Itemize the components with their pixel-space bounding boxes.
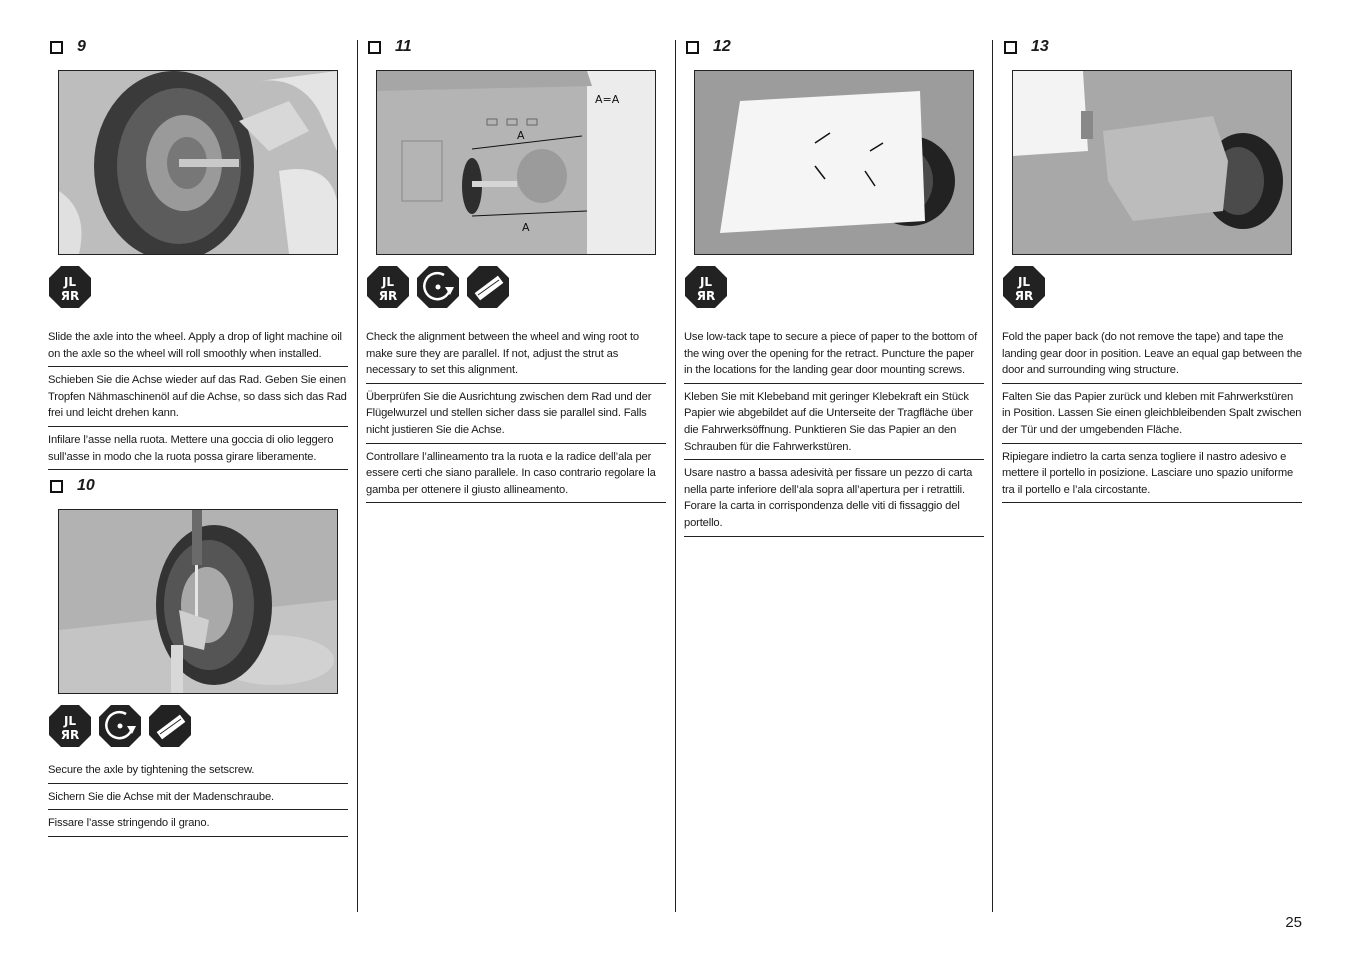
instruction-it: Fissare l’asse stringendo il grano.: [48, 815, 348, 837]
step-11-heading: [366, 36, 666, 58]
column-divider: [357, 40, 358, 912]
svg-text:JL: JL: [381, 275, 395, 289]
measurement-label: A=A: [595, 93, 620, 106]
step-number: 12: [713, 38, 731, 55]
column-4: [1002, 36, 1302, 508]
step-13-photo: [1012, 70, 1292, 255]
column-1: [48, 36, 348, 842]
measurement-label: A: [522, 221, 530, 234]
instruction-it: Controllare l’allineamento tra la ruota e la radice dell’ala per essere certi che siano parallele. In caso contrario regolare la gamba per ottenere il giusto allineamento.: [366, 449, 666, 504]
step-10-icons: [48, 704, 348, 750]
instruction-de: Kleben Sie mit Klebeband mit geringer Klebekraft ein Stück Papier wie abgebildet auf die Unterseite der Tragfläche über die Fahrwerksöffnung. Punktieren Sie das Papier an den Schrauben für die Fahrwerkstüren.: [684, 389, 984, 460]
jl-rr-align-icon: [366, 265, 410, 309]
column-3: [684, 36, 984, 542]
instruction-de: Schieben Sie die Achse wieder auf das Rad. Geben Sie einen Tropfen Nähmaschinenöl auf die Achse, so dass sich das Rad frei und leicht drehen kann.: [48, 372, 348, 427]
step-12-icons: [684, 265, 984, 311]
column-divider: [675, 40, 676, 912]
svg-text:ЯR: ЯR: [60, 289, 80, 303]
step-9-icons: [48, 265, 348, 311]
instruction-en: Slide the axle into the wheel. Apply a drop of light machine oil on the axle so the wheel will roll smoothly when installed.: [48, 329, 348, 367]
checkbox-icon[interactable]: [1004, 41, 1017, 54]
column-divider: [992, 40, 993, 912]
step-12-photo: [694, 70, 974, 255]
jl-rr-align-icon: [684, 265, 728, 309]
step-12-heading: [684, 36, 984, 58]
instruction-en: Secure the axle by tightening the setscrew.: [48, 762, 348, 784]
svg-text:JL: JL: [63, 275, 77, 289]
jl-rr-align-icon: [48, 704, 92, 748]
jl-rr-align-icon: [48, 265, 92, 309]
step-11-photo: [376, 70, 656, 255]
instruction-de: Überprüfen Sie die Ausrichtung zwischen dem Rad und der Flügelwurzel und stellen sicher dass sie parallel sind. Falls nicht justieren Sie die Achse.: [366, 389, 666, 444]
step-10-heading: [48, 475, 348, 497]
instruction-it: Ripiegare indietro la carta senza togliere il nastro adesivo e mettere il portello in posizione. Lasciare uno spazio uniforme tra il portello e l’ala circostante.: [1002, 449, 1302, 504]
instruction-de: Falten Sie das Papier zurück und kleben mit Fahrwerkstüren in Position. Lassen Sie einen gleichbleibenden Spalt zwischen der Tür und der umgebenden Fläche.: [1002, 389, 1302, 444]
checkbox-icon[interactable]: [50, 41, 63, 54]
svg-text:JL: JL: [1017, 275, 1031, 289]
step-number: 10: [77, 477, 95, 495]
screw-turn-icon: [98, 704, 142, 748]
column-2: [366, 36, 666, 508]
instruction-en: Check the alignment between the wheel and wing root to make sure they are parallel. If not, adjust the strut as necessary to set this alignment.: [366, 329, 666, 384]
screw-turn-icon: [416, 265, 460, 309]
instruction-en: Fold the paper back (do not remove the tape) and tape the landing gear door in position. Leave an equal gap between the door and surrounding wing structure.: [1002, 329, 1302, 384]
instruction-de: Sichern Sie die Achse mit der Madenschraube.: [48, 789, 348, 811]
checkbox-icon[interactable]: [50, 480, 63, 493]
instruction-en: Use low-tack tape to secure a piece of paper to the bottom of the wing over the opening for the retract. Puncture the paper in the locations for the landing gear door mounting screws.: [684, 329, 984, 384]
step-11-icons: [366, 265, 666, 311]
jl-rr-align-icon: [1002, 265, 1046, 309]
checkbox-icon[interactable]: [368, 41, 381, 54]
measurement-label: A: [517, 129, 525, 142]
step-13-icons: [1002, 265, 1302, 311]
svg-text:ЯR: ЯR: [1014, 289, 1034, 303]
svg-text:ЯR: ЯR: [378, 289, 398, 303]
step-number: 13: [1031, 38, 1049, 55]
page-number: 25: [1285, 914, 1302, 931]
instruction-it: Usare nastro a bassa adesività per fissare un pezzo di carta nella parte inferiore dell’ala sopra all’apertura per i retrattili. Forare la carta in corrispondenza delle viti di fissaggio del portello.: [684, 465, 984, 536]
instruction-it: Infilare l’asse nella ruota. Mettere una goccia di olio leggero sull’asse in modo che la ruota possa girare liberamente.: [48, 432, 348, 470]
tape-icon: [148, 704, 192, 748]
tape-icon: [466, 265, 510, 309]
svg-text:ЯR: ЯR: [60, 728, 80, 743]
step-9-photo: [58, 70, 338, 255]
checkbox-icon[interactable]: [686, 41, 699, 54]
svg-text:JL: JL: [699, 275, 713, 289]
step-13-heading: [1002, 36, 1302, 58]
svg-text:JL: JL: [63, 714, 77, 729]
step-number: 11: [395, 38, 412, 55]
step-10-photo: [58, 509, 338, 694]
svg-text:ЯR: ЯR: [696, 289, 716, 303]
step-number: 9: [77, 38, 86, 55]
step-9-heading: [48, 36, 348, 58]
